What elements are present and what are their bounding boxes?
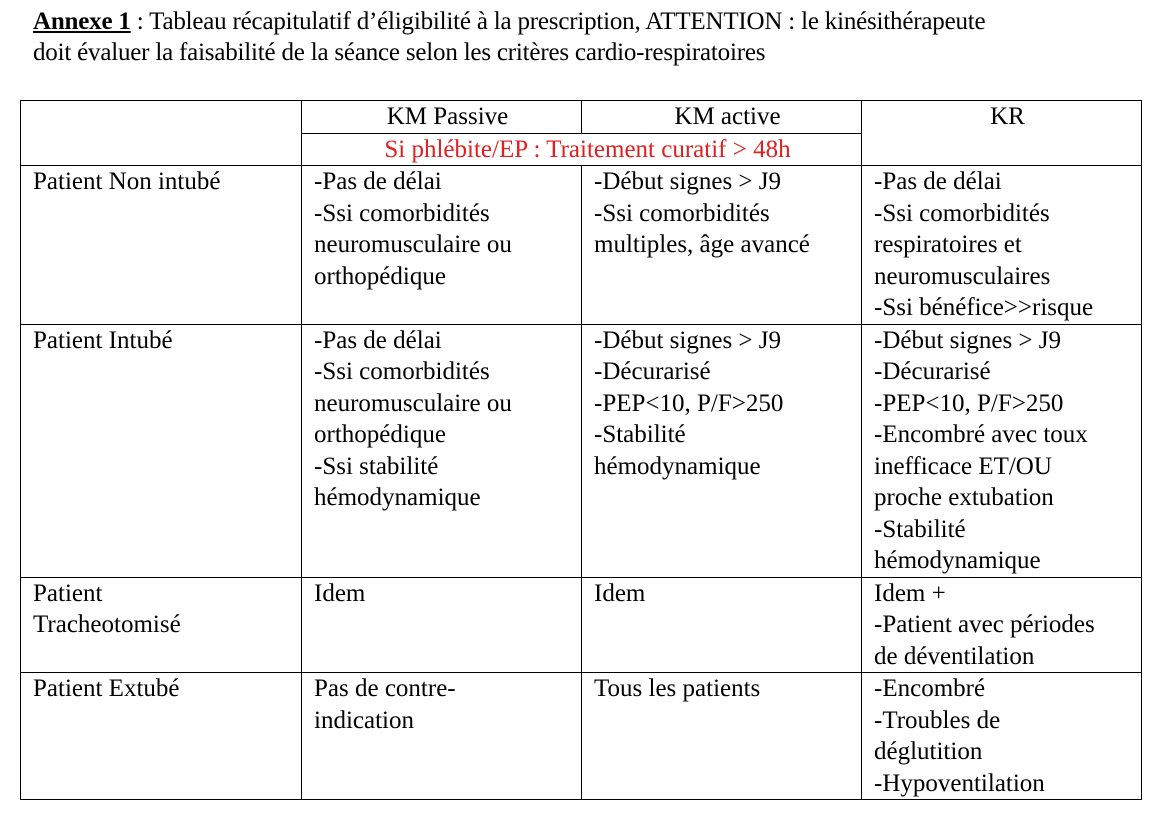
cell-line: -Ssi comorbidités (314, 199, 490, 227)
cell-line: hémodynamique (314, 484, 481, 511)
kr-cell (862, 673, 1142, 800)
cell-line: déglutition (874, 738, 983, 765)
header-km-active: KM active (582, 101, 862, 134)
cell-line: -Décurarisé (874, 358, 991, 385)
km-passive-cell (302, 577, 582, 673)
header-km-passive: KM Passive (302, 101, 582, 134)
cell-line: Idem (314, 579, 366, 607)
table-row (21, 577, 1142, 673)
cell-line: -Patient avec périodes (874, 611, 1095, 638)
cell-line: -Pas de délai (874, 168, 1002, 195)
table-row (21, 324, 1142, 577)
km-active-cell (582, 673, 862, 800)
cell-line: orthopédique (314, 421, 446, 448)
km-active-cell (582, 324, 862, 577)
cell-line: -Ssi comorbidités (314, 358, 490, 385)
cell-line: -Ssi comorbidités (594, 199, 770, 227)
cell-line: inefficace ET/OU (874, 452, 1052, 480)
cell-line: multiples, âge avancé (594, 231, 810, 258)
row-label (21, 673, 302, 800)
km-active-cell (582, 166, 862, 325)
cell-line: -Pas de délai (314, 168, 442, 195)
cell-line: -Encombré avec toux (874, 421, 1088, 448)
caption (33, 6, 1133, 68)
cell-line: indication (314, 706, 414, 734)
caption-text-line2: doit évaluer la faisabilité de la séance selon les critères cardio-respiratoires (33, 39, 766, 66)
cell-line: -Début signes > J9 (874, 326, 1061, 354)
row-label (21, 577, 302, 673)
cell-line: neuromusculaire ou (314, 231, 512, 258)
cell-line: hémodynamique (594, 452, 761, 480)
table-row (21, 673, 1142, 800)
phlebitis-note: Si phlébite/EP : Traitement curatif > 48h (302, 133, 862, 166)
kr-cell (862, 166, 1142, 325)
cell-line: -PEP<10, P/F>250 (874, 389, 1064, 417)
cell-line: -Troubles de (874, 706, 1001, 734)
cell-line: -Début signes > J9 (594, 168, 781, 195)
cell-line: Pas de contre- (314, 675, 456, 702)
row-label (21, 324, 302, 577)
cell-line: proche extubation (874, 484, 1054, 511)
empty-corner-cell (21, 101, 302, 166)
table-row (21, 166, 1142, 325)
cell-line: hémodynamique (874, 547, 1041, 574)
cell-line: de déventilation (874, 642, 1035, 670)
cell-line: neuromusculaire ou (314, 389, 512, 417)
row-label (21, 166, 302, 325)
cell-line: Idem + (874, 579, 946, 607)
cell-line: -Ssi bénéfice>>risque (874, 294, 1094, 321)
table-body (21, 166, 1142, 800)
row-label-line: Patient Extubé (33, 675, 180, 702)
cell-line: -Ssi stabilité (314, 452, 439, 480)
kr-cell (862, 324, 1142, 577)
header-kr: KR (862, 101, 1142, 166)
row-label-line: Patient Intubé (33, 326, 173, 354)
km-passive-cell (302, 324, 582, 577)
cell-line: orthopédique (314, 262, 446, 290)
cell-line: -Décurarisé (594, 358, 711, 385)
cell-line: neuromusculaires (874, 262, 1051, 290)
row-label-line: Patient (33, 579, 103, 607)
cell-line: Tous les patients (594, 675, 761, 702)
cell-line: -PEP<10, P/F>250 (594, 389, 784, 417)
row-label-line: Tracheotomisé (33, 611, 181, 638)
cell-line: -Début signes > J9 (594, 326, 781, 354)
km-active-cell (582, 577, 862, 673)
km-passive-cell (302, 166, 582, 325)
caption-text-line1: : Tableau récapitulatif d’éligibilité à la prescription, ATTENTION : le kinésithérapeute (130, 8, 986, 35)
cell-line: -Stabilité (874, 515, 966, 543)
eligibility-table (20, 100, 1142, 800)
caption-lead: Annexe 1 (33, 8, 131, 35)
cell-line: -Encombré (874, 675, 986, 702)
cell-line: -Pas de délai (314, 326, 442, 354)
kr-cell (862, 577, 1142, 673)
km-passive-cell (302, 673, 582, 800)
cell-line: -Stabilité (594, 421, 686, 448)
cell-line: Idem (594, 579, 646, 607)
cell-line: -Hypoventilation (874, 769, 1045, 797)
cell-line: -Ssi comorbidités (874, 199, 1050, 227)
cell-line: respiratoires et (874, 231, 1022, 258)
row-label-line: Patient Non intubé (33, 168, 221, 195)
